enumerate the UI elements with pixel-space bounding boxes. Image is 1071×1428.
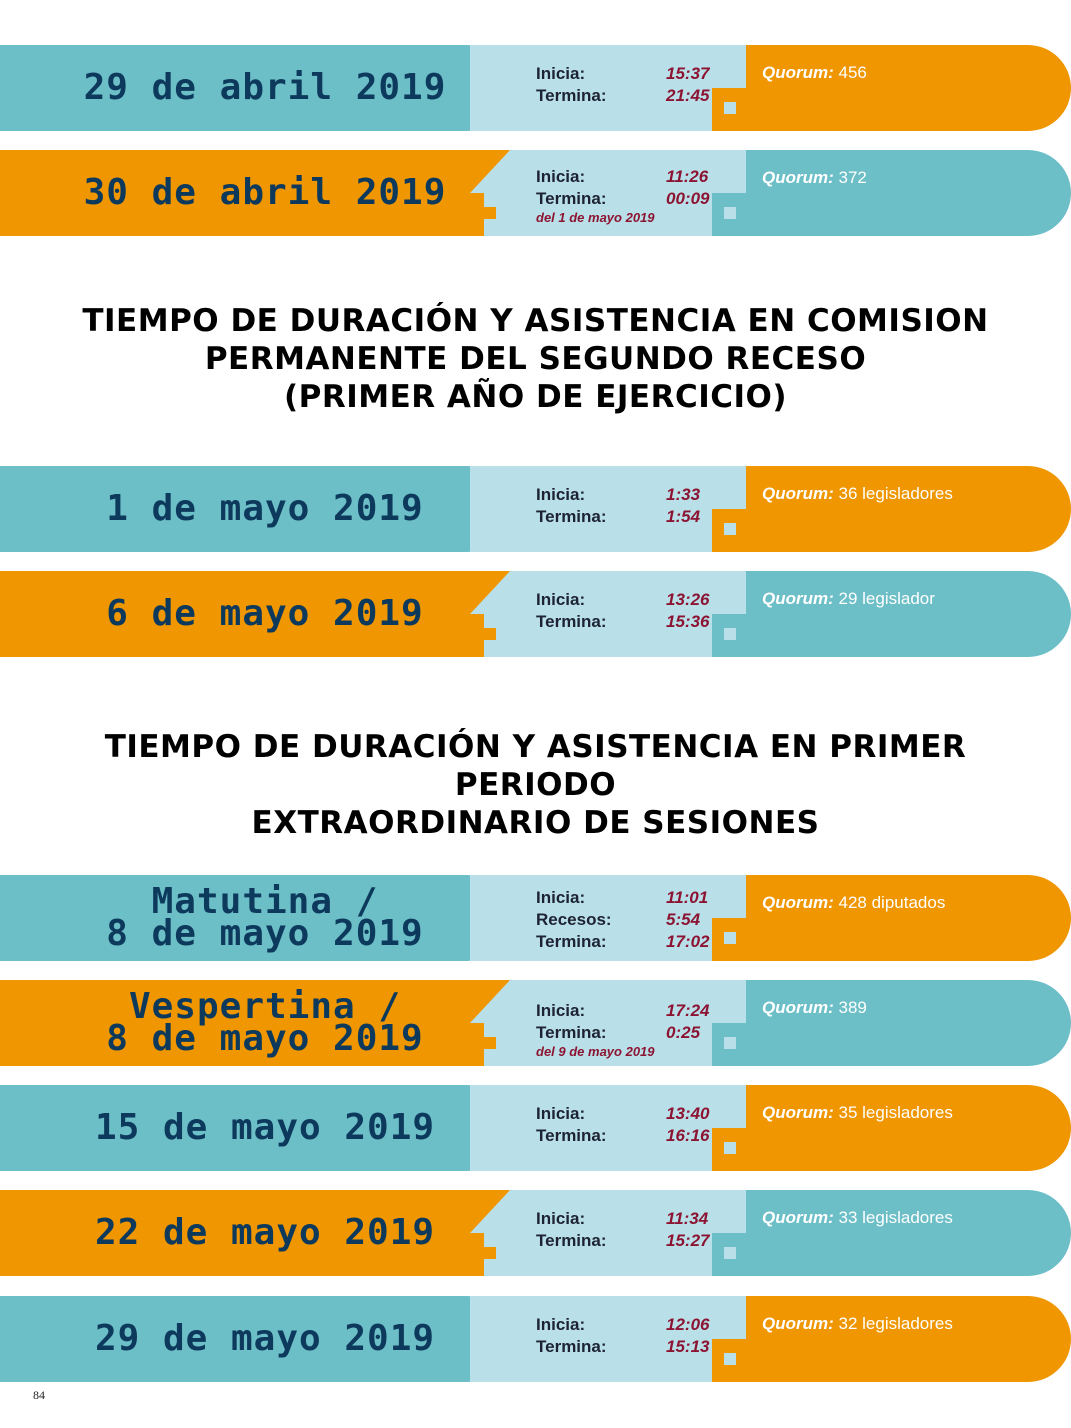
- session-date: 29 de mayo 2019: [94, 1318, 436, 1359]
- session-times: Inicia: 17:24 Termina: 0:25 del 9 de mayo 2019: [536, 1000, 716, 1060]
- session-date: 29 de abril 2019: [83, 67, 447, 108]
- end-date-note: del 1 de mayo 2019: [536, 210, 655, 225]
- quorum-text: Quorum: 35 legisladores: [762, 1103, 953, 1122]
- session-times: Inicia: 15:37 Termina: 21:45: [536, 64, 710, 105]
- quorum-band: [746, 571, 1071, 657]
- quorum-text: Quorum: 36 legisladores: [762, 484, 953, 503]
- quorum-text: Quorum: 29 legislador: [762, 589, 935, 608]
- quorum-band: [746, 150, 1071, 236]
- quorum-text: Quorum: 33 legisladores: [762, 1208, 953, 1227]
- session-times: Inicia: 13:40 Termina: 16:16: [536, 1104, 710, 1145]
- session-times: Inicia: 11:26 Termina: 00:09 del 1 de mayo 2019: [536, 166, 716, 226]
- session-date: 1 de mayo 2019: [106, 488, 424, 529]
- quorum-band: [746, 1085, 1071, 1171]
- quorum-band: [746, 980, 1071, 1066]
- session-times: Inicia: 1:33 Termina: 1:54: [536, 485, 701, 526]
- session-times: Inicia: 12:06 Termina: 15:13: [536, 1315, 710, 1356]
- page-number: 84: [33, 1388, 45, 1402]
- quorum-band: [746, 1296, 1071, 1382]
- session-date: 6 de mayo 2019: [106, 593, 424, 634]
- session-row: [0, 150, 1071, 236]
- session-row: [0, 466, 1071, 552]
- session-times: Inicia: 11:01 Recesos: 5:54 Termina: 17:02: [536, 888, 710, 951]
- session-date: 30 de abril 2019: [83, 172, 447, 213]
- quorum-text: Quorum: 456: [762, 63, 867, 82]
- session-times: Inicia: 11:34 Termina: 15:27: [536, 1209, 710, 1250]
- quorum-band: [746, 875, 1071, 961]
- quorum-band: [746, 466, 1071, 552]
- session-date: 22 de mayo 2019: [94, 1212, 436, 1253]
- session-times: Inicia: 13:26 Termina: 15:36: [536, 590, 710, 631]
- quorum-band: [746, 1190, 1071, 1276]
- section-heading: TIEMPO DE DURACIÓN Y ASISTENCIA EN PRIMER PERIODO EXTRAORDINARIO DE SESIONES: [104, 729, 967, 841]
- quorum-text: Quorum: 389: [762, 998, 867, 1017]
- session-row: [0, 571, 1071, 657]
- quorum-text: Quorum: 428 diputados: [762, 893, 946, 912]
- session-row: [0, 1085, 1071, 1171]
- session-row: [0, 1296, 1071, 1382]
- session-row: [0, 980, 1071, 1066]
- quorum-text: Quorum: 372: [762, 168, 867, 187]
- session-date: Vespertina / 8 de mayo 2019: [106, 986, 424, 1059]
- session-date: Matutina / 8 de mayo 2019: [106, 881, 424, 954]
- quorum-text: Quorum: 32 legisladores: [762, 1314, 953, 1333]
- session-row: [0, 45, 1071, 131]
- session-date: 15 de mayo 2019: [94, 1107, 436, 1148]
- quorum-band: [746, 45, 1071, 131]
- section-heading: TIEMPO DE DURACIÓN Y ASISTENCIA EN COMISION PERMANENTE DEL SEGUNDO RECESO (PRIMER AÑO DE EJERCICIO): [82, 303, 989, 415]
- session-row: [0, 875, 1071, 961]
- end-date-note: del 9 de mayo 2019: [536, 1044, 655, 1059]
- session-row: [0, 1190, 1071, 1276]
